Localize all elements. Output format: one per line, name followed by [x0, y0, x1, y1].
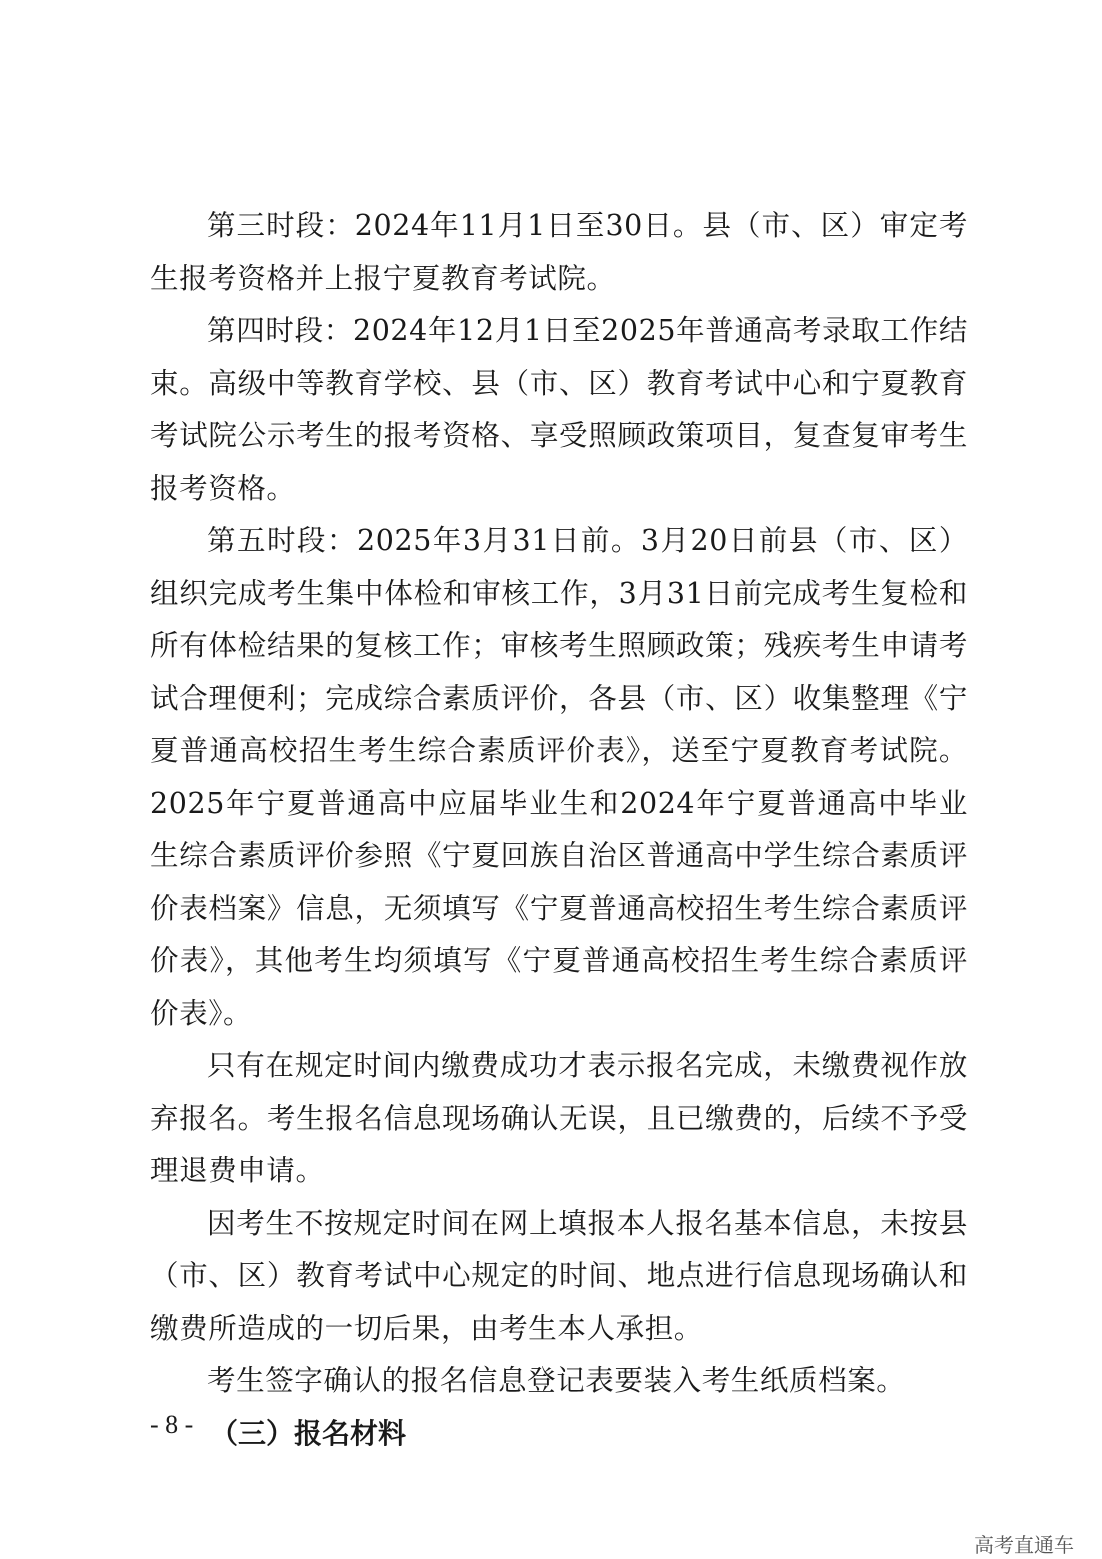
paragraph-fifth-period: 第五时段：2025年3月31日前。3月20日前县（市、区）组织完成考生集中体检和审核工作，3月31日前完成考生复检和所有体检结果的复核工作；审核考生照顾政策；残疾考生申请考试合理便利；完成综合素质评价，各县（市、区）收集整理《宁夏普通高校招生考生综合素质评价表》，送至宁夏教育考试院。2025年宁夏普通高中应届毕业生和2024年宁夏普通高中毕业生综合素质评价参照《宁夏回族自治区普通高中学生综合素质评价表档案》信息，无须填写《宁夏普通高校招生考生综合素质评价表》，其他考生均须填写《宁夏普通高校招生考生综合素质评价表》。 [150, 524, 968, 1030]
section-heading: （三）报名材料 [210, 1416, 407, 1450]
paragraph-fourth-period: 第四时段：2024年12月1日至2025年普通高考录取工作结束。高级中等教育学校、县（市、区）教育考试中心和宁夏教育考试院公示考生的报考资格、享受照顾政策项目，复查复审考生报考资格。 [150, 314, 968, 505]
paragraph-consequences: 因考生不按规定时间在网上填报本人报名基本信息，未按县（市、区）教育考试中心规定的时间、地点进行信息现场确认和缴费所造成的一切后果，由考生本人承担。 [150, 1206, 968, 1345]
document-body [150, 200, 968, 1460]
paragraph-payment: 只有在规定时间内缴费成功才表示报名完成，未缴费视作放弃报名。考生报名信息现场确认无误，且已缴费的，后续不予受理退费申请。 [150, 1049, 968, 1187]
paragraph-third-period: 第三时段：2024年11月1日至30日。县（市、区）审定考生报考资格并上报宁夏教育考试院。 [150, 209, 968, 295]
page-number: - 8 - [150, 1410, 194, 1439]
paragraph-archive: 考生签字确认的报名信息登记表要装入考生纸质档案。 [207, 1364, 906, 1397]
watermark: 高考直通车 [974, 1533, 1074, 1557]
